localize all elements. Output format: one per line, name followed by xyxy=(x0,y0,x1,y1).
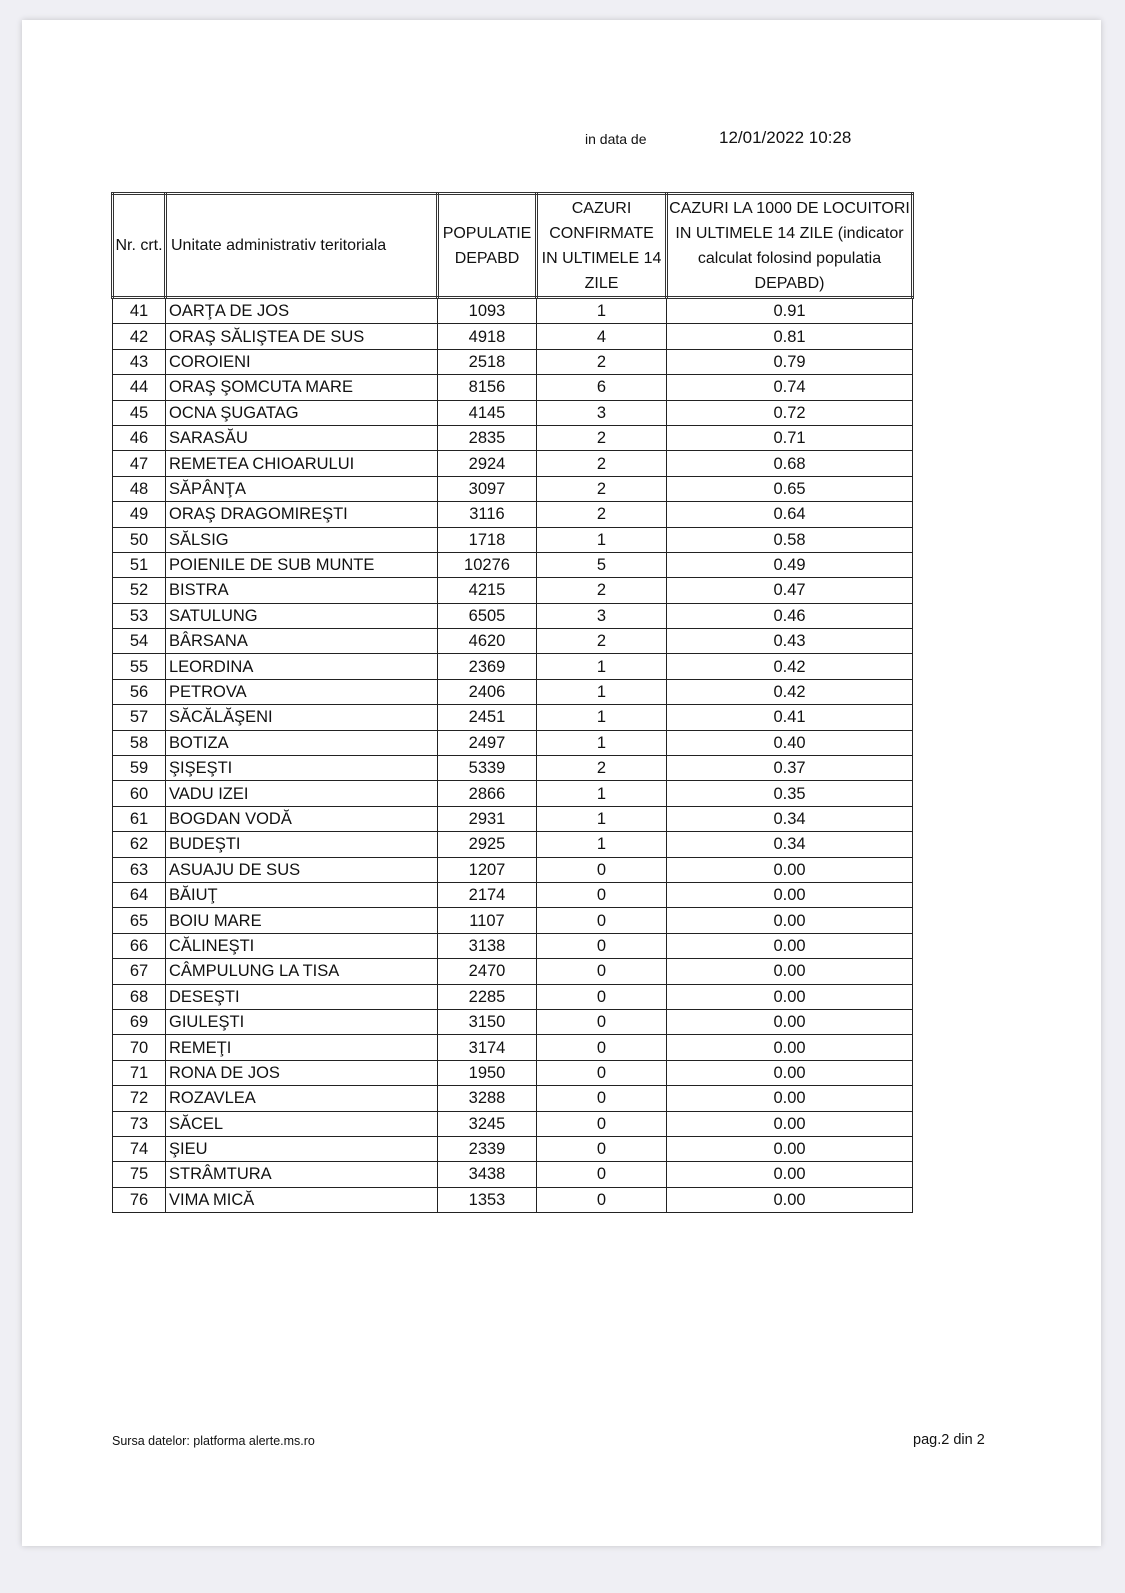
date-label: in data de xyxy=(585,131,647,147)
row-number-cell: 62 xyxy=(113,832,166,857)
unit-name-cell: POIENILE DE SUB MUNTE xyxy=(166,552,438,577)
confirmed-cases-cell: 1 xyxy=(537,730,667,755)
population-cell: 10276 xyxy=(438,552,537,577)
population-cell: 3288 xyxy=(438,1086,537,1111)
population-cell: 1207 xyxy=(438,857,537,882)
confirmed-cases-cell: 1 xyxy=(537,832,667,857)
row-number-cell: 52 xyxy=(113,578,166,603)
population-cell: 2174 xyxy=(438,882,537,907)
confirmed-cases-cell: 0 xyxy=(537,857,667,882)
unit-name-cell: SĂPÂNŢA xyxy=(166,476,438,501)
row-number-cell: 50 xyxy=(113,527,166,552)
population-cell: 5339 xyxy=(438,756,537,781)
unit-name-cell: SARASĂU xyxy=(166,425,438,450)
row-number-cell: 71 xyxy=(113,1060,166,1085)
table-row xyxy=(113,629,913,654)
rate-per-1000-cell: 0.58 xyxy=(667,527,913,552)
confirmed-cases-cell: 2 xyxy=(537,476,667,501)
population-cell: 3245 xyxy=(438,1111,537,1136)
table-row xyxy=(113,1086,913,1111)
unit-name-cell: ŞIEU xyxy=(166,1136,438,1161)
unit-name-cell: STRÂMTURA xyxy=(166,1162,438,1187)
confirmed-cases-cell: 1 xyxy=(537,806,667,831)
row-number-cell: 68 xyxy=(113,984,166,1009)
population-cell: 4620 xyxy=(438,629,537,654)
row-number-cell: 60 xyxy=(113,781,166,806)
row-number-cell: 66 xyxy=(113,933,166,958)
confirmed-cases-cell: 1 xyxy=(537,298,667,324)
table-row xyxy=(113,476,913,501)
table-row xyxy=(113,882,913,907)
population-cell: 2406 xyxy=(438,679,537,704)
rate-per-1000-cell: 0.37 xyxy=(667,756,913,781)
confirmed-cases-cell: 0 xyxy=(537,1035,667,1060)
confirmed-cases-cell: 0 xyxy=(537,1060,667,1085)
table-row xyxy=(113,324,913,349)
rate-per-1000-cell: 0.34 xyxy=(667,806,913,831)
confirmed-cases-cell: 0 xyxy=(537,933,667,958)
population-cell: 3138 xyxy=(438,933,537,958)
unit-name-cell: ORAŞ SĂLIŞTEA DE SUS xyxy=(166,324,438,349)
rate-per-1000-cell: 0.41 xyxy=(667,705,913,730)
population-cell: 3097 xyxy=(438,476,537,501)
row-number-cell: 64 xyxy=(113,882,166,907)
table-row xyxy=(113,806,913,831)
population-cell: 2518 xyxy=(438,349,537,374)
confirmed-cases-cell: 0 xyxy=(537,984,667,1009)
unit-name-cell: DESEŞTI xyxy=(166,984,438,1009)
rate-per-1000-cell: 0.00 xyxy=(667,908,913,933)
rate-per-1000-cell: 0.00 xyxy=(667,857,913,882)
table-row xyxy=(113,857,913,882)
row-number-cell: 72 xyxy=(113,1086,166,1111)
rate-per-1000-cell: 0.42 xyxy=(667,679,913,704)
table-row xyxy=(113,756,913,781)
unit-name-cell: GIULEŞTI xyxy=(166,1009,438,1034)
unit-name-cell: BÂRSANA xyxy=(166,629,438,654)
confirmed-cases-cell: 0 xyxy=(537,1111,667,1136)
population-cell: 2866 xyxy=(438,781,537,806)
table-row xyxy=(113,375,913,400)
row-number-cell: 44 xyxy=(113,375,166,400)
row-number-cell: 48 xyxy=(113,476,166,501)
confirmed-cases-cell: 6 xyxy=(537,375,667,400)
population-cell: 2931 xyxy=(438,806,537,831)
table-row xyxy=(113,1111,913,1136)
row-number-cell: 51 xyxy=(113,552,166,577)
population-cell: 6505 xyxy=(438,603,537,628)
unit-name-cell: OARŢA DE JOS xyxy=(166,298,438,324)
rate-per-1000-cell: 0.72 xyxy=(667,400,913,425)
unit-name-cell: OCNA ŞUGATAG xyxy=(166,400,438,425)
unit-name-cell: PETROVA xyxy=(166,679,438,704)
confirmed-cases-cell: 2 xyxy=(537,629,667,654)
rate-per-1000-cell: 0.00 xyxy=(667,1111,913,1136)
rate-per-1000-cell: 0.00 xyxy=(667,882,913,907)
document-page xyxy=(22,20,1101,1546)
table-row xyxy=(113,730,913,755)
rate-per-1000-cell: 0.00 xyxy=(667,933,913,958)
page-number: pag.2 din 2 xyxy=(913,1432,985,1448)
confirmed-cases-cell: 0 xyxy=(537,1086,667,1111)
row-number-cell: 65 xyxy=(113,908,166,933)
population-cell: 2470 xyxy=(438,959,537,984)
rate-per-1000-cell: 0.00 xyxy=(667,1187,913,1212)
unit-name-cell: BĂIUŢ xyxy=(166,882,438,907)
rate-per-1000-cell: 0.00 xyxy=(667,1086,913,1111)
header-confirmed-cases: CAZURI CONFIRMATE IN ULTIMELE 14 ZILE xyxy=(537,194,667,298)
population-cell: 2497 xyxy=(438,730,537,755)
table-row xyxy=(113,502,913,527)
cases-table xyxy=(111,192,914,1213)
row-number-cell: 63 xyxy=(113,857,166,882)
population-cell: 3174 xyxy=(438,1035,537,1060)
unit-name-cell: CÂMPULUNG LA TISA xyxy=(166,959,438,984)
table-row xyxy=(113,1060,913,1085)
rate-per-1000-cell: 0.00 xyxy=(667,1009,913,1034)
table-row xyxy=(113,400,913,425)
row-number-cell: 55 xyxy=(113,654,166,679)
rate-per-1000-cell: 0.35 xyxy=(667,781,913,806)
table-row xyxy=(113,1035,913,1060)
confirmed-cases-cell: 3 xyxy=(537,400,667,425)
rate-per-1000-cell: 0.65 xyxy=(667,476,913,501)
row-number-cell: 54 xyxy=(113,629,166,654)
confirmed-cases-cell: 1 xyxy=(537,527,667,552)
rate-per-1000-cell: 0.42 xyxy=(667,654,913,679)
header-unit-name: Unitate administrativ teritoriala xyxy=(166,194,438,298)
confirmed-cases-cell: 2 xyxy=(537,349,667,374)
confirmed-cases-cell: 2 xyxy=(537,451,667,476)
table-row xyxy=(113,679,913,704)
row-number-cell: 47 xyxy=(113,451,166,476)
population-cell: 8156 xyxy=(438,375,537,400)
unit-name-cell: SATULUNG xyxy=(166,603,438,628)
population-cell: 1353 xyxy=(438,1187,537,1212)
confirmed-cases-cell: 0 xyxy=(537,1187,667,1212)
row-number-cell: 45 xyxy=(113,400,166,425)
rate-per-1000-cell: 0.64 xyxy=(667,502,913,527)
unit-name-cell: SĂCĂLĂŞENI xyxy=(166,705,438,730)
confirmed-cases-cell: 0 xyxy=(537,1162,667,1187)
table-row xyxy=(113,425,913,450)
population-cell: 2285 xyxy=(438,984,537,1009)
rate-per-1000-cell: 0.00 xyxy=(667,1060,913,1085)
rate-per-1000-cell: 0.00 xyxy=(667,1136,913,1161)
rate-per-1000-cell: 0.34 xyxy=(667,832,913,857)
unit-name-cell: ŞIŞEŞTI xyxy=(166,756,438,781)
population-cell: 1950 xyxy=(438,1060,537,1085)
table-row xyxy=(113,832,913,857)
unit-name-cell: LEORDINA xyxy=(166,654,438,679)
row-number-cell: 73 xyxy=(113,1111,166,1136)
row-number-cell: 56 xyxy=(113,679,166,704)
rate-per-1000-cell: 0.49 xyxy=(667,552,913,577)
table-row xyxy=(113,552,913,577)
rate-per-1000-cell: 0.43 xyxy=(667,629,913,654)
rate-per-1000-cell: 0.74 xyxy=(667,375,913,400)
unit-name-cell: COROIENI xyxy=(166,349,438,374)
rate-per-1000-cell: 0.00 xyxy=(667,1162,913,1187)
unit-name-cell: SĂLSIG xyxy=(166,527,438,552)
unit-name-cell: REMETEA CHIOARULUI xyxy=(166,451,438,476)
rate-per-1000-cell: 0.00 xyxy=(667,959,913,984)
population-cell: 1107 xyxy=(438,908,537,933)
population-cell: 2369 xyxy=(438,654,537,679)
confirmed-cases-cell: 0 xyxy=(537,1009,667,1034)
population-cell: 2925 xyxy=(438,832,537,857)
confirmed-cases-cell: 0 xyxy=(537,959,667,984)
row-number-cell: 41 xyxy=(113,298,166,324)
row-number-cell: 76 xyxy=(113,1187,166,1212)
rate-per-1000-cell: 0.47 xyxy=(667,578,913,603)
table-row xyxy=(113,1162,913,1187)
rate-per-1000-cell: 0.46 xyxy=(667,603,913,628)
rate-per-1000-cell: 0.71 xyxy=(667,425,913,450)
table-row xyxy=(113,933,913,958)
header-rate-per-1000: CAZURI LA 1000 DE LOCUITORI IN ULTIMELE 14 ZILE (indicator calculat folosind populatia DEPABD) xyxy=(667,194,913,298)
table-row xyxy=(113,451,913,476)
rate-per-1000-cell: 0.68 xyxy=(667,451,913,476)
unit-name-cell: BISTRA xyxy=(166,578,438,603)
table-header-row xyxy=(113,194,913,298)
row-number-cell: 75 xyxy=(113,1162,166,1187)
confirmed-cases-cell: 5 xyxy=(537,552,667,577)
confirmed-cases-cell: 1 xyxy=(537,679,667,704)
report-date-row xyxy=(22,128,1101,152)
unit-name-cell: BOGDAN VODĂ xyxy=(166,806,438,831)
row-number-cell: 74 xyxy=(113,1136,166,1161)
table-row xyxy=(113,654,913,679)
confirmed-cases-cell: 3 xyxy=(537,603,667,628)
unit-name-cell: BOTIZA xyxy=(166,730,438,755)
table-row xyxy=(113,527,913,552)
table-row xyxy=(113,959,913,984)
table-row xyxy=(113,908,913,933)
confirmed-cases-cell: 2 xyxy=(537,502,667,527)
data-source-note: Sursa datelor: platforma alerte.ms.ro xyxy=(112,1434,315,1448)
population-cell: 1718 xyxy=(438,527,537,552)
row-number-cell: 53 xyxy=(113,603,166,628)
table-body xyxy=(113,298,913,1213)
confirmed-cases-cell: 2 xyxy=(537,756,667,781)
table-row xyxy=(113,1136,913,1161)
header-nr-crt: Nr. crt. xyxy=(113,194,166,298)
date-value: 12/01/2022 10:28 xyxy=(719,128,852,147)
rate-per-1000-cell: 0.81 xyxy=(667,324,913,349)
population-cell: 3438 xyxy=(438,1162,537,1187)
confirmed-cases-cell: 2 xyxy=(537,425,667,450)
unit-name-cell: BUDEŞTI xyxy=(166,832,438,857)
table-row xyxy=(113,298,913,324)
population-cell: 4215 xyxy=(438,578,537,603)
row-number-cell: 46 xyxy=(113,425,166,450)
population-cell: 2451 xyxy=(438,705,537,730)
population-cell: 2835 xyxy=(438,425,537,450)
row-number-cell: 67 xyxy=(113,959,166,984)
population-cell: 1093 xyxy=(438,298,537,324)
row-number-cell: 69 xyxy=(113,1009,166,1034)
confirmed-cases-cell: 4 xyxy=(537,324,667,349)
population-cell: 3116 xyxy=(438,502,537,527)
rate-per-1000-cell: 0.91 xyxy=(667,298,913,324)
unit-name-cell: RONA DE JOS xyxy=(166,1060,438,1085)
rate-per-1000-cell: 0.00 xyxy=(667,984,913,1009)
rate-per-1000-cell: 0.00 xyxy=(667,1035,913,1060)
confirmed-cases-cell: 1 xyxy=(537,654,667,679)
table-row xyxy=(113,603,913,628)
unit-name-cell: ROZAVLEA xyxy=(166,1086,438,1111)
confirmed-cases-cell: 2 xyxy=(537,578,667,603)
population-cell: 4145 xyxy=(438,400,537,425)
table-row xyxy=(113,578,913,603)
unit-name-cell: ORAŞ DRAGOMIREŞTI xyxy=(166,502,438,527)
header-population: POPULATIE DEPABD xyxy=(438,194,537,298)
row-number-cell: 70 xyxy=(113,1035,166,1060)
unit-name-cell: BOIU MARE xyxy=(166,908,438,933)
population-cell: 2339 xyxy=(438,1136,537,1161)
row-number-cell: 61 xyxy=(113,806,166,831)
unit-name-cell: SĂCEL xyxy=(166,1111,438,1136)
confirmed-cases-cell: 1 xyxy=(537,705,667,730)
rate-per-1000-cell: 0.79 xyxy=(667,349,913,374)
row-number-cell: 58 xyxy=(113,730,166,755)
table-row xyxy=(113,1009,913,1034)
population-cell: 2924 xyxy=(438,451,537,476)
unit-name-cell: ORAŞ ŞOMCUTA MARE xyxy=(166,375,438,400)
population-cell: 4918 xyxy=(438,324,537,349)
rate-per-1000-cell: 0.40 xyxy=(667,730,913,755)
table-row xyxy=(113,1187,913,1212)
row-number-cell: 57 xyxy=(113,705,166,730)
confirmed-cases-cell: 0 xyxy=(537,882,667,907)
row-number-cell: 49 xyxy=(113,502,166,527)
unit-name-cell: VADU IZEI xyxy=(166,781,438,806)
row-number-cell: 59 xyxy=(113,756,166,781)
unit-name-cell: ASUAJU DE SUS xyxy=(166,857,438,882)
row-number-cell: 42 xyxy=(113,324,166,349)
confirmed-cases-cell: 0 xyxy=(537,1136,667,1161)
unit-name-cell: CĂLINEŞTI xyxy=(166,933,438,958)
unit-name-cell: VIMA MICĂ xyxy=(166,1187,438,1212)
table-row xyxy=(113,781,913,806)
confirmed-cases-cell: 0 xyxy=(537,908,667,933)
confirmed-cases-cell: 1 xyxy=(537,781,667,806)
table-row xyxy=(113,349,913,374)
unit-name-cell: REMEŢI xyxy=(166,1035,438,1060)
table-row xyxy=(113,705,913,730)
population-cell: 3150 xyxy=(438,1009,537,1034)
row-number-cell: 43 xyxy=(113,349,166,374)
table-row xyxy=(113,984,913,1009)
